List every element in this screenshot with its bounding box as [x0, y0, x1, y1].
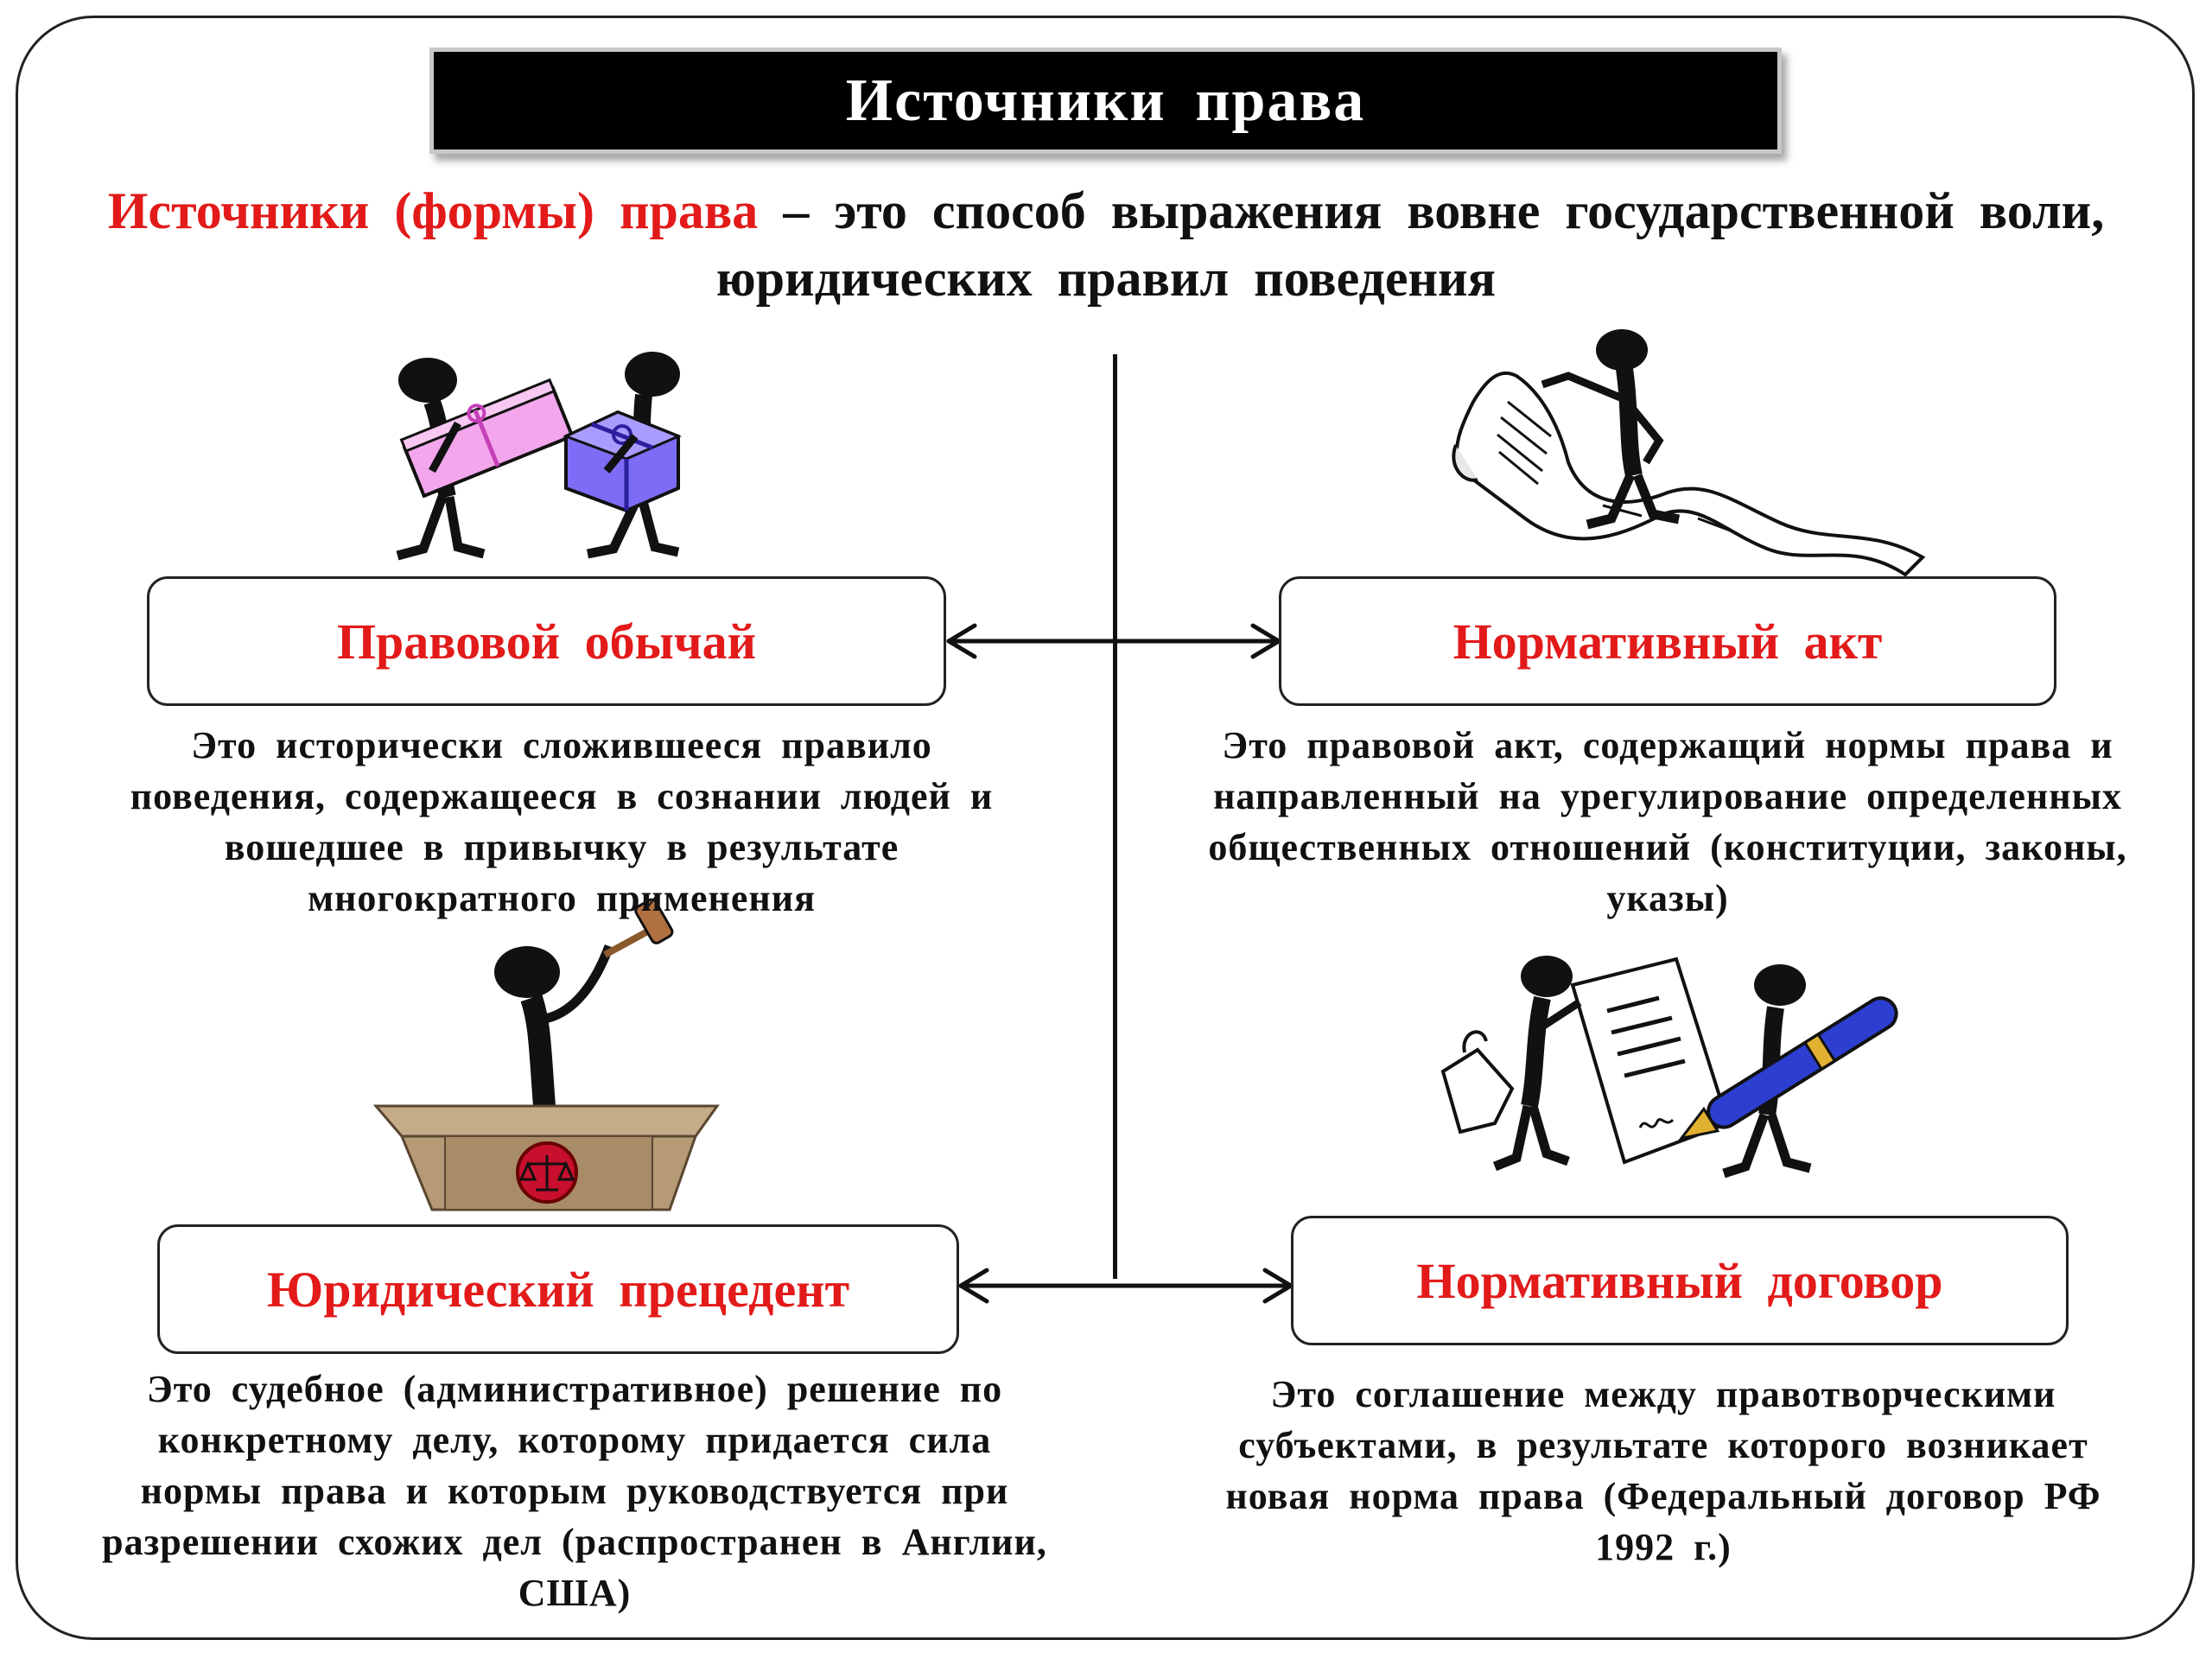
desc-normative-act: Это правовой акт, содержащий нормы права и направленный на урегулирование определенных общественных отношений (конституции, законы, указы): [1208, 724, 2127, 919]
desc-normative-contract: Это соглашение между правотворческими субъектами, в результате которого возникает новая норма права (Федеральный договор РФ 1992 г.): [1225, 1373, 2101, 1568]
box-judicial-precedent: [157, 1224, 959, 1354]
box-normative-act-label: Нормативный акт: [1452, 613, 1883, 670]
gift-exchange-illustration: [380, 341, 709, 566]
desc-legal-custom: Это исторически сложившееся правило поведения, содержащееся в сознании людей и вошедшее в привычку в результате многократного применения: [130, 724, 994, 919]
box-legal-custom-label: Правовой обычай: [336, 613, 757, 670]
box-normative-contract-label: Нормативный договор: [1416, 1252, 1943, 1309]
box-judicial-precedent-label: Юридический прецедент: [266, 1261, 850, 1318]
box-legal-custom: [147, 576, 946, 706]
desc-judicial-precedent: Это судебное (административное) решение по конкретному делу, которому придается сила нормы права и которым руководствуется при разрешении схожих дел (распространен в Англии, США): [102, 1368, 1047, 1614]
judge-podium-illustration: [367, 920, 730, 1214]
box-normative-contract: [1291, 1216, 2069, 1345]
scroll-document-illustration: [1439, 315, 1923, 575]
box-normative-act: [1279, 576, 2056, 706]
definition-rest: – это способ выражения вовне государственной воли, юридических правил поведения: [715, 182, 2105, 307]
contract-signing-illustration: [1434, 950, 1927, 1218]
definition-lead: Источники (формы) права: [107, 182, 759, 239]
slide-title-text: Источники права: [845, 67, 1366, 134]
